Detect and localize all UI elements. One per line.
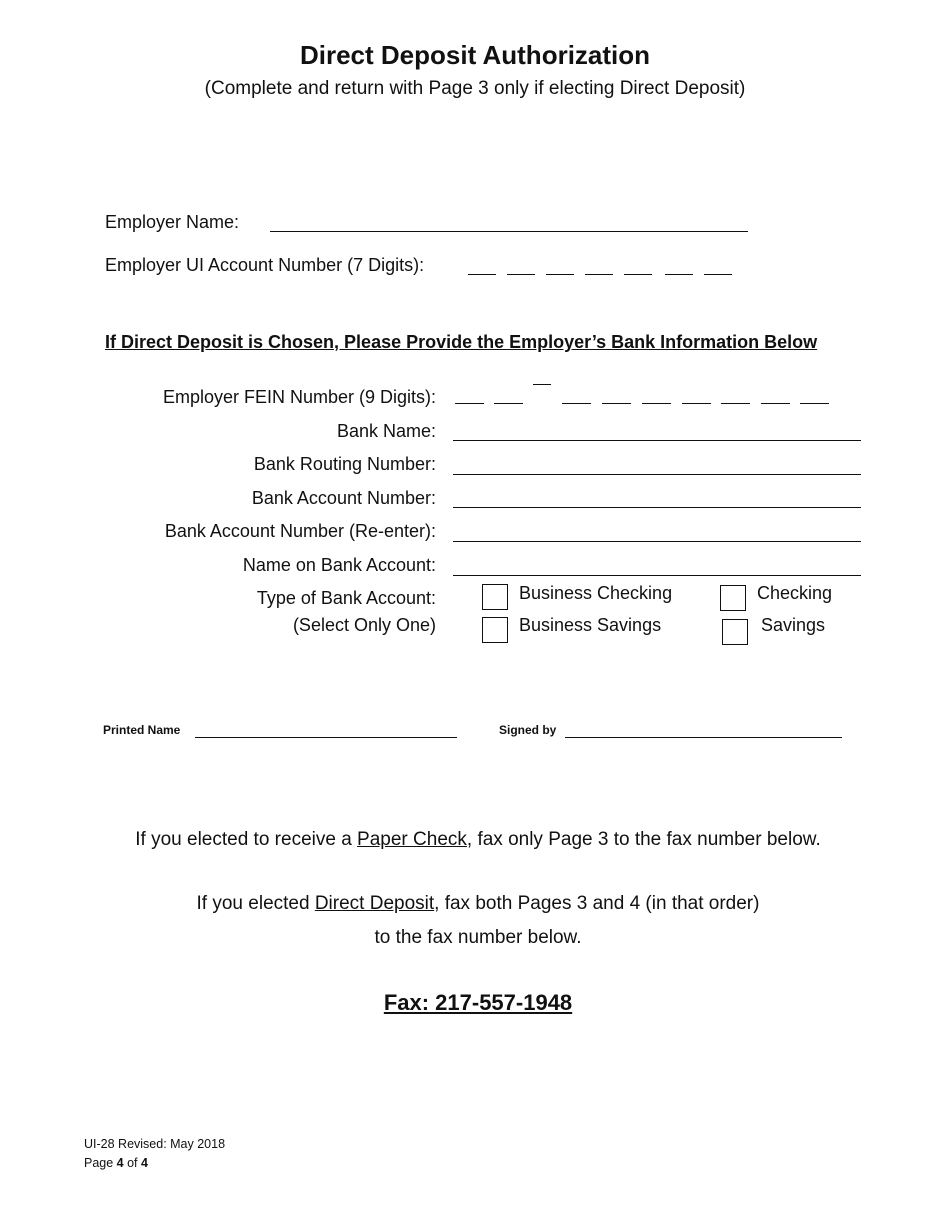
paper-check-post: , fax only Page 3 to the fax number below. bbox=[466, 829, 821, 850]
fein-digits[interactable] bbox=[0, 403, 950, 405]
employer-name-label: Employer Name: bbox=[105, 212, 240, 232]
direct-deposit-instruction bbox=[0, 893, 950, 915]
business-savings-checkbox[interactable] bbox=[482, 617, 508, 643]
signed-by-field[interactable] bbox=[565, 737, 842, 738]
routing-field[interactable] bbox=[453, 474, 861, 475]
fein-digit-7[interactable] bbox=[721, 403, 750, 404]
name-on-account-field[interactable] bbox=[453, 575, 861, 576]
fein-digit-3[interactable] bbox=[562, 403, 591, 404]
fein-digit-6[interactable] bbox=[682, 403, 711, 404]
account-type-label: Type of Bank Account: bbox=[256, 588, 436, 608]
ui-digit-7[interactable] bbox=[704, 274, 732, 275]
fein-digit-4[interactable] bbox=[602, 403, 631, 404]
routing-label: Bank Routing Number: bbox=[253, 454, 436, 474]
page-of: of bbox=[123, 1156, 141, 1170]
ui-digit-5[interactable] bbox=[624, 274, 652, 275]
employer-ui-account-label: Employer UI Account Number (7 Digits): bbox=[105, 255, 425, 275]
direct-deposit-instruction-line2: to the fax number below. bbox=[374, 927, 582, 948]
account-field[interactable] bbox=[453, 507, 861, 508]
fax-number-text: Fax: 217-557-1948 bbox=[383, 990, 573, 1015]
business-checking-checkbox[interactable] bbox=[482, 584, 508, 610]
account-reenter-field[interactable] bbox=[453, 541, 861, 542]
page-prefix: Page bbox=[84, 1156, 117, 1170]
fein-digit-1[interactable] bbox=[455, 403, 484, 404]
fax-number bbox=[0, 990, 950, 1016]
account-reenter-label: Bank Account Number (Re-enter): bbox=[164, 521, 436, 541]
name-on-account-label: Name on Bank Account: bbox=[242, 555, 436, 575]
account-type-hint: (Select Only One) bbox=[292, 615, 436, 635]
revision-note: UI-28 Revised: May 2018 bbox=[84, 1137, 226, 1151]
account-label: Bank Account Number: bbox=[251, 488, 436, 508]
signed-by-label: Signed by bbox=[499, 723, 557, 737]
page-total: 4 bbox=[141, 1156, 148, 1170]
fein-digit-2[interactable] bbox=[494, 403, 523, 404]
fein-digit-9[interactable] bbox=[800, 403, 829, 404]
checking-label: Checking bbox=[757, 583, 833, 603]
direct-deposit-term: Direct Deposit bbox=[314, 893, 435, 914]
fein-label: Employer FEIN Number (9 Digits): bbox=[162, 387, 436, 407]
employer-name-field[interactable] bbox=[270, 231, 748, 232]
fein-digit-8[interactable] bbox=[761, 403, 790, 404]
ui-digit-2[interactable] bbox=[507, 274, 535, 275]
savings-label: Savings bbox=[761, 615, 826, 635]
bank-name-field[interactable] bbox=[453, 440, 861, 441]
direct-deposit-post: , fax both Pages 3 and 4 (in that order) bbox=[434, 893, 760, 914]
page-title: Direct Deposit Authorization bbox=[299, 40, 651, 70]
fein-separator bbox=[533, 384, 551, 385]
bank-section-heading: If Direct Deposit is Chosen, Please Provide the Employer’s Bank Information Below bbox=[105, 332, 818, 352]
ui-digit-3[interactable] bbox=[546, 274, 574, 275]
paper-check-instruction bbox=[0, 829, 950, 851]
page-current: 4 bbox=[116, 1156, 124, 1170]
paper-check-pre: If you elected to receive a bbox=[135, 829, 358, 850]
ui-digit-1[interactable] bbox=[468, 274, 496, 275]
fein-digit-5[interactable] bbox=[642, 403, 671, 404]
page-subtitle: (Complete and return with Page 3 only if electing Direct Deposit) bbox=[204, 78, 746, 99]
direct-deposit-pre: If you elected bbox=[196, 893, 315, 914]
checking-checkbox[interactable] bbox=[720, 585, 746, 611]
employer-ui-account-digits[interactable] bbox=[0, 274, 950, 276]
printed-name-field[interactable] bbox=[195, 737, 457, 738]
printed-name-label: Printed Name bbox=[103, 723, 181, 737]
page-number bbox=[84, 1156, 148, 1170]
savings-checkbox[interactable] bbox=[722, 619, 748, 645]
ui-digit-4[interactable] bbox=[585, 274, 613, 275]
bank-name-label: Bank Name: bbox=[336, 421, 436, 441]
business-savings-label: Business Savings bbox=[519, 615, 662, 635]
business-checking-label: Business Checking bbox=[519, 583, 673, 603]
paper-check-term: Paper Check bbox=[357, 829, 467, 850]
ui-digit-6[interactable] bbox=[665, 274, 693, 275]
